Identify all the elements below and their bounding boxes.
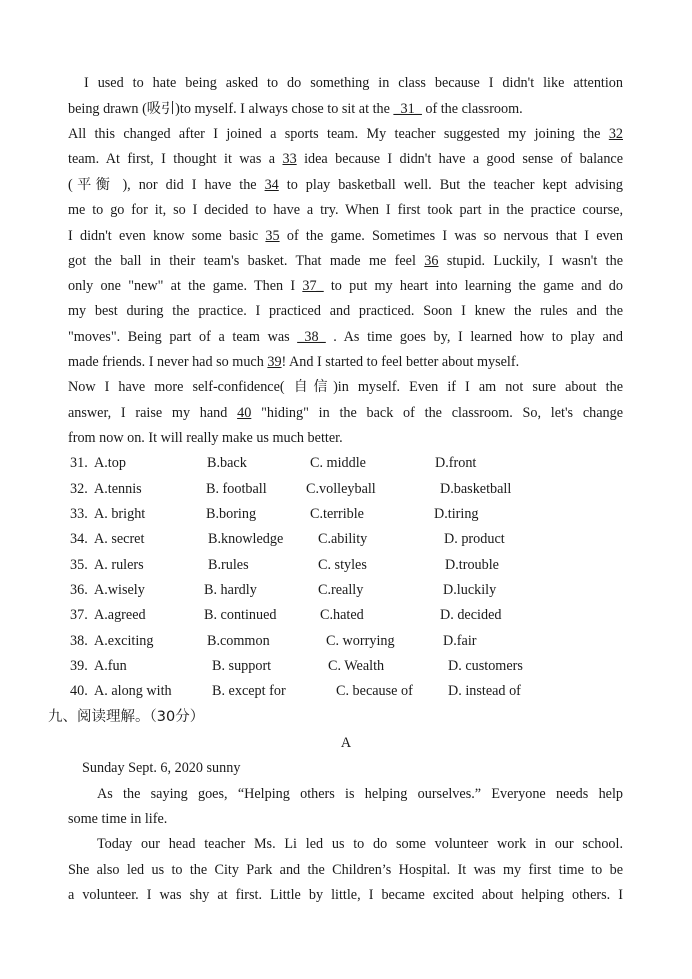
option-c: C.really	[318, 582, 364, 598]
blank-number: 36	[424, 253, 439, 269]
passage-line	[68, 175, 623, 195]
passage-line	[68, 352, 623, 372]
option-a: A.exciting	[94, 633, 154, 649]
option-a: A.wisely	[94, 582, 145, 598]
option-b: B. football	[206, 481, 267, 497]
passage-text: . As time goes by, I learned how to play and	[325, 329, 623, 345]
option-b: B.boring	[206, 506, 257, 522]
option-b: B.knowledge	[208, 531, 284, 547]
option-c: C. worrying	[326, 633, 395, 649]
section-a-line: She also led us to the City Park and the Children’s Hospital. It was my first time to be	[68, 862, 623, 878]
blank-number: 33	[282, 151, 297, 167]
option-c: C.ability	[318, 531, 368, 547]
question-number: 34.	[70, 531, 88, 547]
option-a: A.agreed	[94, 607, 146, 623]
passage-text: (平衡 ), nor did I have the	[68, 177, 265, 193]
section-a-label: A	[340, 735, 352, 751]
section-a-line: Today our head teacher Ms. Li led us to do some volunteer work in our school.	[97, 836, 623, 852]
option-b: B.rules	[208, 557, 249, 573]
option-b: B. hardly	[204, 582, 257, 598]
option-row	[70, 555, 630, 575]
option-row	[70, 479, 630, 499]
option-b: B.common	[207, 633, 270, 649]
passage-text: to put my heart into learning the game and do	[323, 278, 623, 294]
question-number: 33.	[70, 506, 88, 522]
blank-number: _31_	[393, 101, 422, 117]
option-c: C. because of	[336, 683, 413, 699]
blank-number: 40	[237, 405, 252, 421]
blank-number: 39	[267, 354, 282, 370]
passage-line	[68, 301, 623, 321]
passage-text: me to go for it, so I decided to have a try. When I first took part in the practice course,	[68, 202, 623, 218]
option-row	[70, 504, 630, 524]
passage-text: my best during the practice. I practiced and practiced. Soon I knew the rules and the	[68, 303, 623, 319]
option-row	[70, 656, 630, 676]
passage-text: All this changed after I joined a sports team. My teacher suggested my joining the	[68, 126, 609, 142]
passage-line	[84, 73, 623, 93]
option-c: C. middle	[310, 455, 366, 471]
option-c: C.hated	[320, 607, 364, 623]
passage-line	[68, 200, 623, 220]
passage-line	[68, 251, 623, 271]
passage-text: only one "new" at the game. Then I	[68, 278, 303, 294]
question-number: 32.	[70, 481, 88, 497]
passage-text: made friends. I never had so much	[68, 354, 268, 370]
passage-text: to play basketball well. But the teacher kept advising	[278, 177, 623, 193]
passage-text: idea because I didn't have a good sense of balance	[296, 151, 624, 167]
passage-line	[68, 327, 623, 347]
option-c: C.volleyball	[306, 481, 376, 497]
question-number: 38.	[70, 633, 88, 649]
passage-line	[68, 428, 623, 448]
option-d: D.basketball	[440, 481, 512, 497]
passage-text: got the ball in their team's basket. That made me feel	[68, 253, 425, 269]
option-c: C. styles	[318, 557, 367, 573]
passage-text: I used to hate being asked to do something in class because I didn't like attention	[84, 75, 623, 91]
section-a-line: some time in life.	[68, 811, 168, 827]
question-number: 39.	[70, 658, 88, 674]
option-d: D.tiring	[434, 506, 479, 522]
option-c: C.terrible	[310, 506, 364, 522]
option-b: B. support	[212, 658, 272, 674]
question-number: 40.	[70, 683, 88, 699]
option-a: A.top	[94, 455, 126, 471]
passage-line	[68, 377, 623, 397]
option-b: B.back	[207, 455, 247, 471]
question-number: 37.	[70, 607, 88, 623]
option-a: A. bright	[94, 506, 146, 522]
question-number: 36.	[70, 582, 88, 598]
question-number: 31.	[70, 455, 88, 471]
blank-number: _38_	[297, 329, 326, 345]
option-d: D. decided	[440, 607, 502, 623]
passage-text: ! And I started to feel better about myself.	[281, 354, 520, 370]
option-a: A. rulers	[94, 557, 144, 573]
passage-text: Now I have more self-confidence( 自信)in myself. Even if I am not sure about the	[68, 379, 623, 395]
passage-text: answer, I raise my hand	[68, 405, 238, 421]
passage-text: stupid. Luckily, I wasn't the	[438, 253, 623, 269]
option-a: A.tennis	[94, 481, 142, 497]
diary-date-line: Sunday Sept. 6, 2020 sunny	[82, 760, 241, 776]
section-a-line: As the saying goes, “Helping others is helping ourselves.” Everyone needs help	[97, 786, 623, 802]
passage-text: from now on. It will really make us much better.	[68, 430, 343, 446]
option-c: C. Wealth	[328, 658, 385, 674]
passage-text: I didn't even know some basic	[68, 228, 266, 244]
passage-line	[68, 403, 623, 423]
passage-text: of the classroom.	[421, 101, 523, 117]
passage-line	[68, 226, 623, 246]
passage-text: "hiding" in the back of the classroom. So, let's change	[251, 405, 623, 421]
option-d: D.trouble	[445, 557, 499, 573]
question-number: 35.	[70, 557, 88, 573]
option-row	[70, 580, 630, 600]
option-a: A. along with	[94, 683, 172, 699]
passage-line	[68, 99, 623, 119]
option-d: D.luckily	[443, 582, 497, 598]
option-d: D.fair	[443, 633, 477, 649]
option-a: A.fun	[94, 658, 127, 674]
option-row	[70, 453, 630, 473]
option-b: B. continued	[204, 607, 277, 623]
blank-number: 37_	[302, 278, 324, 294]
option-row	[70, 631, 630, 651]
option-row	[70, 681, 630, 701]
option-d: D. product	[444, 531, 505, 547]
option-a: A. secret	[94, 531, 145, 547]
blank-number: 34	[264, 177, 279, 193]
passage-text: "moves". Being part of a team was	[68, 329, 298, 345]
passage-text: team. At first, I thought it was a	[68, 151, 283, 167]
option-row	[70, 605, 630, 625]
section-a-line: a volunteer. I was shy at first. Little by little, I became excited about helping others. I	[68, 887, 623, 903]
option-row	[70, 529, 630, 549]
option-d: D. instead of	[448, 683, 521, 699]
option-b: B. except for	[212, 683, 286, 699]
passage-text: being drawn (吸引)to myself. I always chose to sit at the	[68, 101, 394, 117]
passage-line	[68, 276, 623, 296]
passage-text: of the game. Sometimes I was so nervous that I even	[279, 228, 624, 244]
passage-line	[68, 149, 623, 169]
blank-number: 32	[608, 126, 623, 142]
option-d: D.front	[435, 455, 477, 471]
option-d: D. customers	[448, 658, 523, 674]
blank-number: 35	[265, 228, 280, 244]
passage-line	[68, 124, 623, 144]
section-heading: 九、阅读理解。（30分）	[48, 709, 205, 725]
